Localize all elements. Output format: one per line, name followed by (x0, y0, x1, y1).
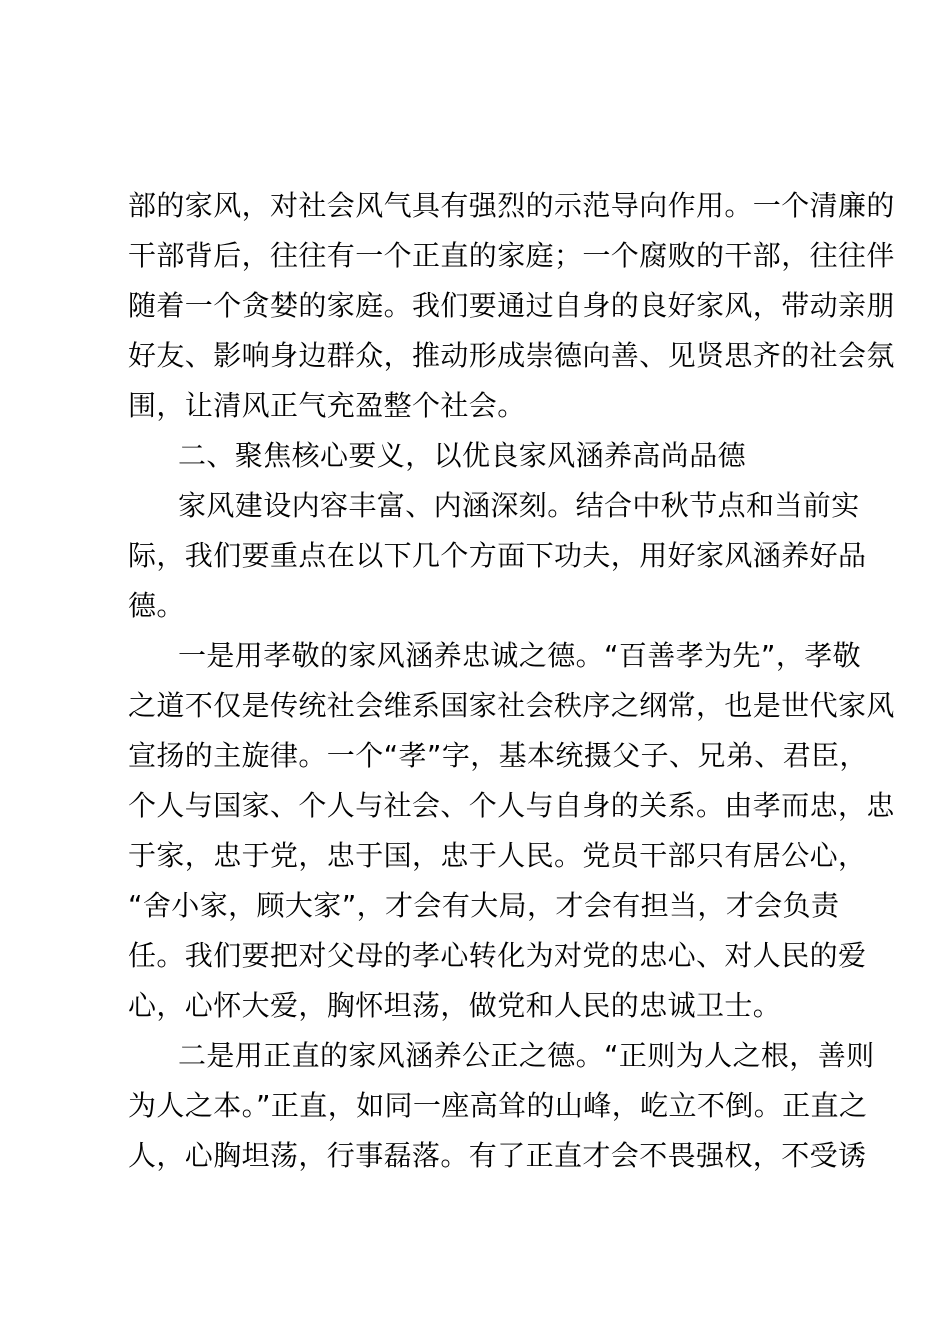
text-line: 任。我们要把对父母的孝心转化为对党的忠心、对人民的爱 (128, 939, 867, 972)
text-line: 为人之本。”正直，如同一座高耸的山峰，屹立不倒。正直之 (128, 1089, 868, 1122)
text-line: 一是用孝敬的家风涵养忠诚之德。“百善孝为先”，孝敬 (178, 639, 862, 672)
text-line: 德。 (128, 589, 185, 622)
section-heading: 二、聚焦核心要义，以优良家风涵养高尚品德 (178, 439, 747, 472)
text-line: 个人与国家、个人与社会、个人与自身的关系。由孝而忠，忠 (128, 789, 895, 822)
body-text (128, 181, 895, 1181)
text-line: 二是用正直的家风涵养公正之德。“正则为人之根，善则 (178, 1039, 875, 1072)
text-line: 随着一个贪婪的家庭。我们要通过自身的良好家风，带动亲朋 (128, 289, 895, 322)
text-line: “舍小家，顾大家”，才会有大局，才会有担当，才会负责 (128, 889, 840, 922)
text-line: 宣扬的主旋律。一个“孝”字，基本统摄父子、兄弟、君臣， (128, 739, 868, 772)
text-line: 干部背后，往往有一个正直的家庭；一个腐败的干部，往往伴 (128, 239, 895, 272)
text-line: 人，心胸坦荡，行事磊落。有了正直才会不畏强权，不受诱 (128, 1139, 867, 1172)
text-line: 好友、影响身边群众，推动形成崇德向善、见贤思齐的社会氛 (128, 339, 895, 372)
text-line: 于家，忠于党，忠于国，忠于人民。党员干部只有居公心， (128, 839, 867, 872)
text-line: 家风建设内容丰富、内涵深刻。结合中秋节点和当前实 (178, 489, 860, 522)
text-line: 围，让清风正气充盈整个社会。 (128, 389, 526, 422)
text-line: 际，我们要重点在以下几个方面下功夫，用好家风涵养好品 (128, 539, 867, 572)
text-line: 心，心怀大爱，胸怀坦荡，做党和人民的忠诚卫士。 (128, 989, 782, 1022)
text-line: 部的家风，对社会风气具有强烈的示范导向作用。一个清廉的 (128, 189, 895, 222)
text-line: 之道不仅是传统社会维系国家社会秩序之纲常，也是世代家风 (128, 689, 895, 722)
